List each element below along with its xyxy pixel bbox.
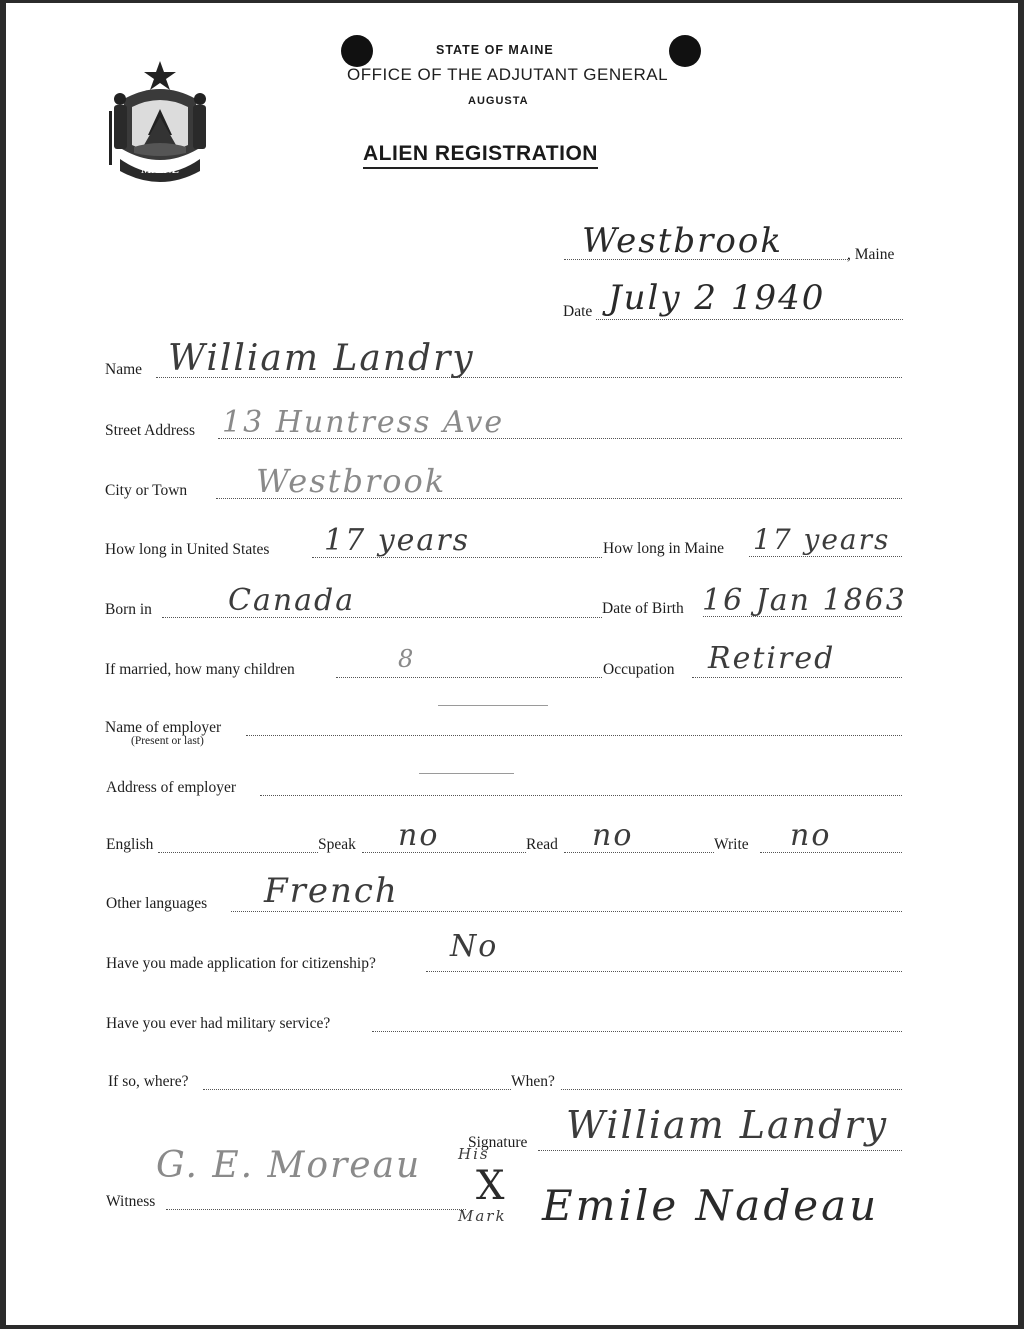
citizenship-value: No xyxy=(450,929,499,964)
name-value: William Landry xyxy=(168,338,475,379)
signature-label: Signature xyxy=(468,1134,528,1151)
employer-address-dots xyxy=(260,795,902,796)
military-dots xyxy=(372,1031,902,1032)
when-dots xyxy=(561,1089,902,1090)
state-header: STATE OF MAINE xyxy=(436,43,554,57)
svg-text:MAINE: MAINE xyxy=(141,164,179,176)
occupation-value: Retired xyxy=(708,641,836,676)
english-dots xyxy=(158,852,318,853)
occupation-dots xyxy=(692,677,902,678)
mark-note: Mark xyxy=(458,1207,507,1225)
name-label: Name xyxy=(105,361,143,378)
date-value: July 2 1940 xyxy=(608,278,826,318)
state-suffix: , Maine xyxy=(847,246,895,263)
employer-name-dots xyxy=(246,735,902,736)
witness-dots xyxy=(166,1209,466,1210)
signature-dots xyxy=(538,1150,902,1151)
years-us-value: 17 years xyxy=(324,523,471,558)
city-label: City or Town xyxy=(105,482,188,499)
witness-value: G. E. Moreau xyxy=(156,1145,422,1186)
years-us-label: How long in United States xyxy=(105,541,270,558)
maine-state-seal xyxy=(106,59,214,185)
witness-label: Witness xyxy=(106,1193,156,1210)
city-header: AUGUSTA xyxy=(468,95,529,107)
punch-hole-left xyxy=(341,35,373,67)
street-address-value: 13 Huntress Ave xyxy=(222,405,505,440)
dob-label: Date of Birth xyxy=(602,600,684,617)
signature-value: William Landry xyxy=(566,1103,889,1147)
alien-registration-form xyxy=(6,3,1018,1325)
when-label: When? xyxy=(511,1073,555,1090)
office-header: OFFICE OF THE ADJUTANT GENERAL xyxy=(347,65,669,84)
other-languages-value: French xyxy=(264,871,399,911)
speak-dots xyxy=(362,852,526,853)
read-dots xyxy=(564,852,714,853)
citizenship-label: Have you made application for citizenship? xyxy=(106,955,376,972)
scribe-name: Emile Nadeau xyxy=(542,1181,880,1230)
born-in-label: Born in xyxy=(105,601,152,618)
employer-address-label: Address of employer xyxy=(106,779,236,796)
other-languages-label: Other languages xyxy=(106,895,208,912)
other-languages-dots xyxy=(231,911,902,912)
born-in-value: Canada xyxy=(228,583,356,618)
years-maine-dots xyxy=(749,556,902,557)
years-maine-label: How long in Maine xyxy=(603,540,724,557)
years-maine-value: 17 years xyxy=(753,523,891,556)
occupation-label: Occupation xyxy=(603,661,675,678)
speak-label: Speak xyxy=(318,836,356,853)
read-label: Read xyxy=(526,836,558,853)
read-value: no xyxy=(592,818,634,853)
write-label: Write xyxy=(714,836,749,853)
blank-dash-1 xyxy=(438,705,548,706)
form-title: ALIEN REGISTRATION xyxy=(363,142,598,169)
date-dots xyxy=(596,319,903,320)
city-value: Westbrook xyxy=(256,462,447,500)
where-dots xyxy=(203,1089,511,1090)
employer-name-label: Name of employer xyxy=(105,719,222,736)
where-label: If so, where? xyxy=(108,1073,189,1090)
mark-x: X xyxy=(476,1163,507,1209)
english-label: English xyxy=(106,836,154,853)
his-mark-note: His xyxy=(458,1145,490,1163)
children-label: If married, how many children xyxy=(105,661,295,678)
write-value: no xyxy=(790,818,832,853)
citizenship-dots xyxy=(426,971,902,972)
place-value: Westbrook xyxy=(582,221,783,261)
street-address-label: Street Address xyxy=(105,422,195,439)
date-label: Date xyxy=(563,303,593,320)
military-label: Have you ever had military service? xyxy=(106,1015,331,1032)
employer-name-note: (Present or last) xyxy=(131,735,204,747)
children-dots xyxy=(336,677,602,678)
blank-dash-2 xyxy=(419,773,514,774)
place-dots xyxy=(564,259,848,260)
speak-value: no xyxy=(398,818,440,853)
dob-value: 16 Jan 1863 xyxy=(702,583,907,618)
children-value: 8 xyxy=(398,645,416,673)
punch-hole-right xyxy=(669,35,701,67)
